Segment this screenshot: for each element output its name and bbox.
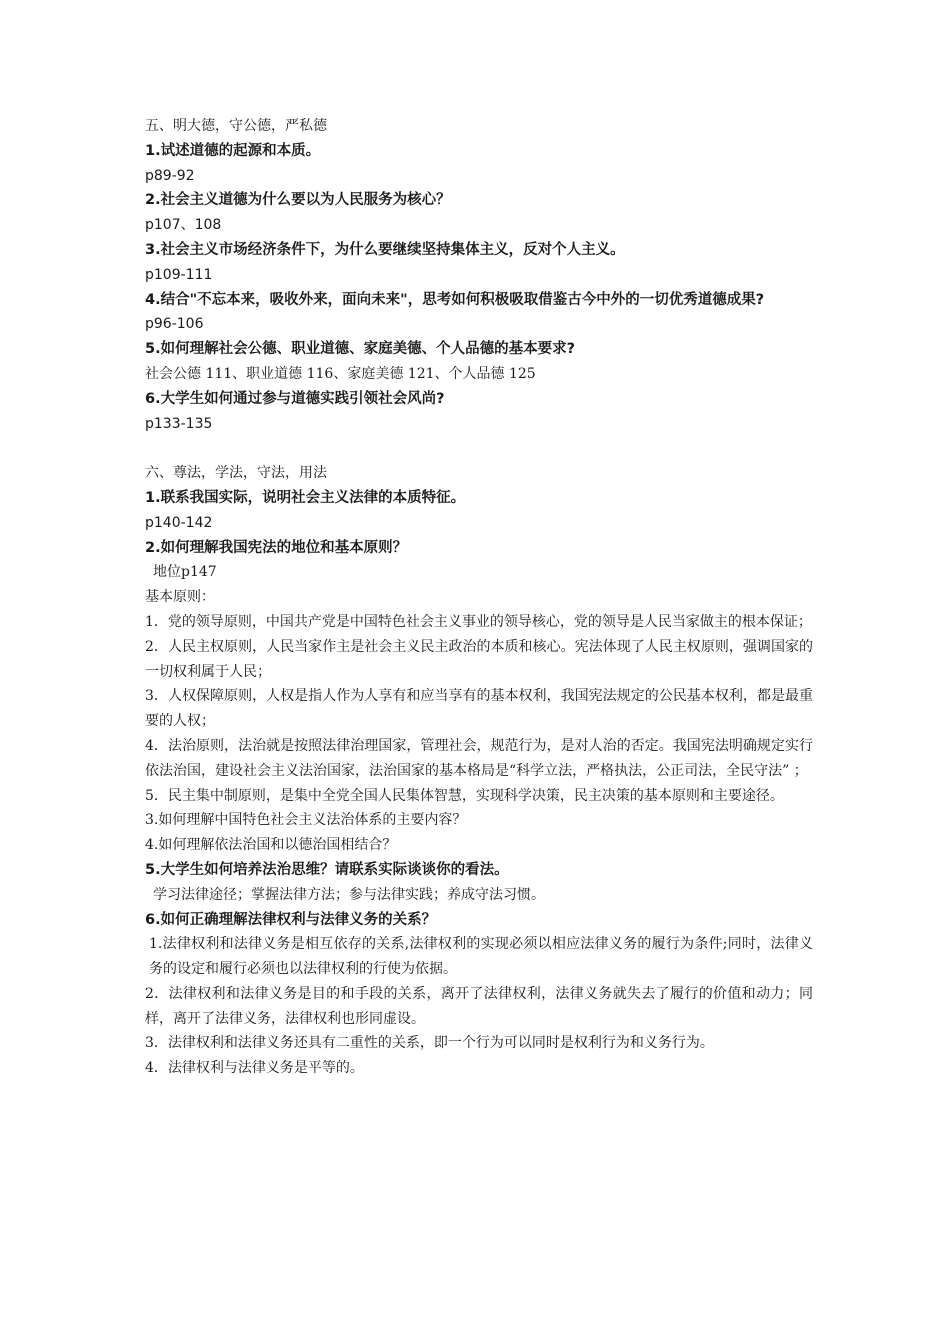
rights-duties-point-2: 2．法律权利和法律义务是目的和手段的关系，离开了法律权利，法律义务就失去了履行的价值和动力；同样，离开了法律义务，法律权利也形同虚设。 [145,985,813,1027]
section-5-question-2: 2.社会主义道德为什么要以为人民服务为核心？ [145,192,451,209]
rights-duties-point-3: 3．法律权利和法律义务还具有二重性的关系，即一个行为可以同时是权利行为和义务行为。 [145,1035,714,1052]
basic-principles-label: 基本原则： [145,589,215,606]
section-spacer [145,436,813,461]
constitution-status-ref: 地位p147 [153,564,217,581]
principle-4: 4．法治原则，法治就是按照法律治理国家，管理社会，规范行为，是对人治的否定。我国宪法明确规定实行依法治国，建设社会主义法治国家，法治国家的基本格局是“科学立法，严格执法，公正司法，全民守法” ； [145,737,813,779]
rights-duties-point-4: 4．法律权利与法律义务是平等的。 [145,1060,364,1077]
principle-2: 2．人民主权原则，人民当家作主是社会主义民主政治的本质和核心。宪法体现了人民主权原则，强调国家的一切权利属于人民； [145,638,813,680]
document-page [145,114,813,1081]
section-5-answer-3: p109-111 [145,266,213,283]
principle-3: 3．人权保障原则，人权是指人作为人享有和应当享有的基本权利，我国宪法规定的公民基本权利，都是最重要的人权； [145,688,813,730]
section-6-question-3: 3.如何理解中国特色社会主义法治体系的主要内容？ [145,812,467,829]
section-6-title: 六、尊法，学法，守法，用法 [145,465,327,482]
section-6-question-6: 6.如何正确理解法律权利与法律义务的关系？ [145,911,437,928]
section-6-question-2: 2.如何理解我国宪法的地位和基本原则？ [145,539,408,556]
section-5-answer-1: p89-92 [145,167,195,184]
section-5-answer-5: 社会公德 111、职业道德 116、家庭美德 121、个人品德 125 [145,365,536,382]
section-5-question-4: 4.结合"不忘本来，吸收外来，面向未来"，思考如何积极吸取借鉴古今中外的一切优秀道德成果? [145,291,765,308]
section-6-answer-5: 学习法律途径；掌握法律方法；参与法律实践；养成守法习惯。 [153,886,545,903]
section-5-question-6: 6.大学生如何通过参与道德实践引领社会风尚? [145,390,445,407]
section-6-answer-1: p140-142 [145,514,213,531]
section-5-answer-4: p96-106 [145,316,204,333]
section-5-question-3: 3.社会主义市场经济条件下，为什么要继续坚持集体主义，反对个人主义。 [145,241,625,258]
section-5-question-5: 5.如何理解社会公德、职业道德、家庭美德、个人品德的基本要求? [145,341,576,358]
section-5-question-1: 1.试述道德的起源和本质。 [145,142,321,159]
section-6-question-5: 5.大学生如何培养法治思维？请联系实际谈谈你的看法。 [145,861,509,878]
section-5-title: 五、明大德，守公德，严私德 [145,118,327,134]
section-5-answer-2: p107、108 [145,217,222,234]
principle-1: 1．党的领导原则，中国共产党是中国特色社会主义事业的领导核心，党的领导是人民当家做主的根本保证； [145,613,812,630]
principle-5: 5．民主集中制原则，是集中全党全国人民集体智慧，实现科学决策，民主决策的基本原则和主要途径。 [145,787,784,804]
section-6-question-1: 1.联系我国实际，说明社会主义法律的本质特征。 [145,489,466,506]
section-6-question-4: 4.如何理解依法治国和以德治国相结合？ [145,837,397,854]
rights-duties-point-1: 1.法律权利和法律义务是相互依存的关系,法律权利的实现必须以相应法律义务的履行为条件;同时，法律义务的设定和履行必须也以法律权利的行使为依据。 [149,936,813,978]
section-5-answer-6: p133-135 [145,415,213,432]
